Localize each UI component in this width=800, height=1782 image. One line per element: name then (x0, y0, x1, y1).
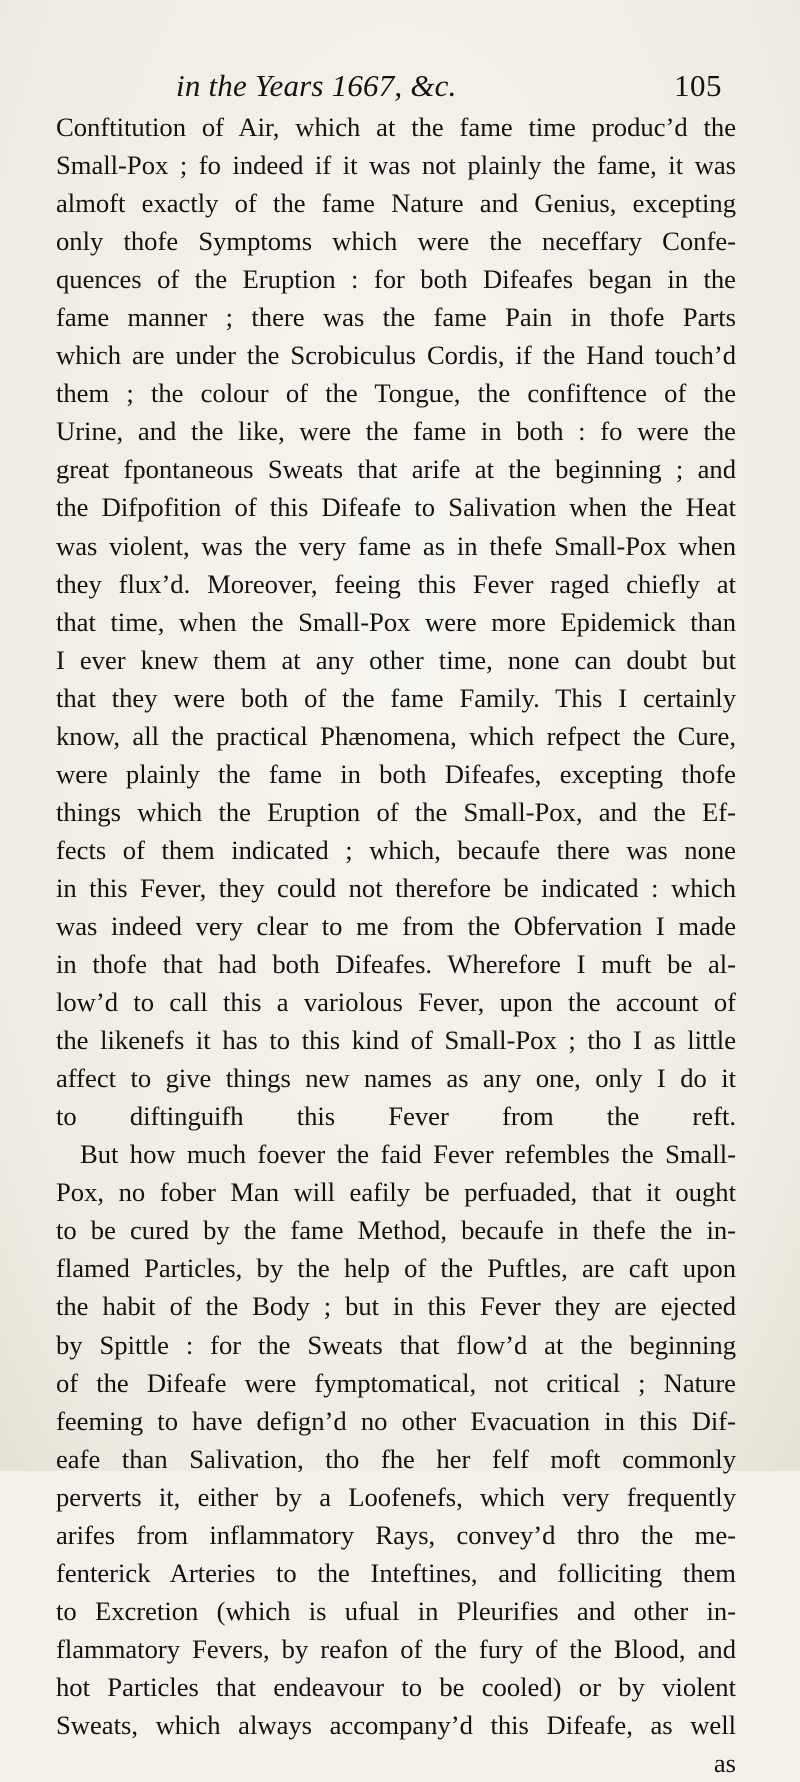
text-line: that they were both of the fame Family. This I certainly (56, 682, 736, 713)
text-line: fenterick Arteries to the Inteftines, and folliciting them (56, 1557, 736, 1588)
text-line: that time, when the Small-Pox were more Epidemick than (56, 606, 736, 637)
text-line: perverts it, either by a Loofenefs, which very frequently (56, 1481, 736, 1512)
page-number: 105 (674, 68, 722, 103)
text-line: the likenefs it has to this kind of Small-Pox ; tho I as little (56, 1025, 736, 1056)
text-line: I ever knew them at any other time, none can doubt but (56, 644, 736, 675)
text-line: were plainly the fame in both Difeafes, excepting thofe (56, 758, 736, 789)
running-title: in the Years 1667, &c. (176, 68, 457, 103)
text-line: in this Fever, they could not therefore be indicated : which (56, 872, 736, 903)
text-line: Pox, no fober Man will eafily be perfuaded, that it ought (56, 1177, 736, 1208)
text-line: Conftitution of Air, which at the fame time produc’d the (56, 112, 736, 142)
text-line: low’d to call this a variolous Fever, upon the account of (56, 987, 736, 1018)
text-line: the Difpofition of this Difeafe to Salivation when the Heat (56, 492, 736, 523)
text-line: great fpontaneous Sweats that arife at the beginning ; and (56, 454, 736, 485)
text-line: know, all the practical Phænomena, which refpect the Cure, (56, 720, 736, 751)
text-line: Sweats, which always accompany’d this Difeafe, as well (56, 1709, 736, 1740)
text-line: feeming to have defign’d no other Evacuation in this Dif- (56, 1405, 736, 1436)
text-line: fects of them indicated ; which, becaufe there was none (56, 834, 736, 865)
catchword: as (713, 1748, 736, 1779)
text-line: which are under the Scrobiculus Cordis, if the Hand touch’d (56, 340, 736, 371)
text-line: only thofe Symptoms which were the neceffary Confe- (56, 226, 736, 257)
text-line: they flux’d. Moreover, feeing this Fever raged chiefly at (56, 568, 736, 599)
text-line: Small-Pox ; fo indeed if it was not plainly the fame, it was (56, 150, 736, 181)
text-line: the habit of the Body ; but in this Fever they are ejected (56, 1291, 736, 1322)
text-line: of the Difeafe were fymptomatical, not critical ; Nature (56, 1367, 736, 1398)
text-line: to be cured by the fame Method, becaufe in thefe the in- (56, 1215, 736, 1246)
text-line: flamed Particles, by the help of the Puftles, are caft upon (56, 1253, 736, 1284)
text-line: them ; the colour of the Tongue, the confiftence of the (56, 378, 736, 409)
text-line: flammatory Fevers, by reafon of the fury of the Blood, and (56, 1633, 736, 1664)
text-line: to Excretion (which is ufual in Pleurifies and other in- (56, 1595, 736, 1626)
text-line: fame manner ; there was the fame Pain in thofe Parts (56, 302, 736, 333)
text-line: almoft exactly of the fame Nature and Genius, excepting (56, 188, 736, 219)
text-line: was indeed very clear to me from the Obfervation I made (56, 910, 736, 941)
text-line: was violent, was the very fame as in thefe Small-Pox when (56, 530, 736, 561)
text-line: by Spittle : for the Sweats that flow’d at the beginning (56, 1329, 736, 1360)
text-line: But how much foever the faid Fever refembles the Small- (80, 1139, 736, 1170)
text-line: affect to give things new names as any one, only I do it (56, 1063, 736, 1094)
text-line: eafe than Salivation, tho fhe her felf moft commonly (56, 1443, 736, 1474)
text-line: things which the Eruption of the Small-Pox, and the Ef- (56, 796, 736, 827)
text-line: in thofe that had both Difeafes. Wherefore I muft be al- (56, 949, 736, 980)
text-line: to diftinguifh this Fever from the reft. (56, 1101, 736, 1132)
text-body (56, 108, 736, 1782)
page-header (130, 66, 722, 106)
text-line: quences of the Eruption : for both Difeafes began in the (56, 264, 736, 295)
text-line: hot Particles that endeavour to be cooled) or by violent (56, 1671, 736, 1702)
text-line: Urine, and the like, were the fame in both : fo were the (56, 416, 736, 447)
text-line: arifes from inflammatory Rays, convey’d thro the me- (56, 1519, 736, 1550)
